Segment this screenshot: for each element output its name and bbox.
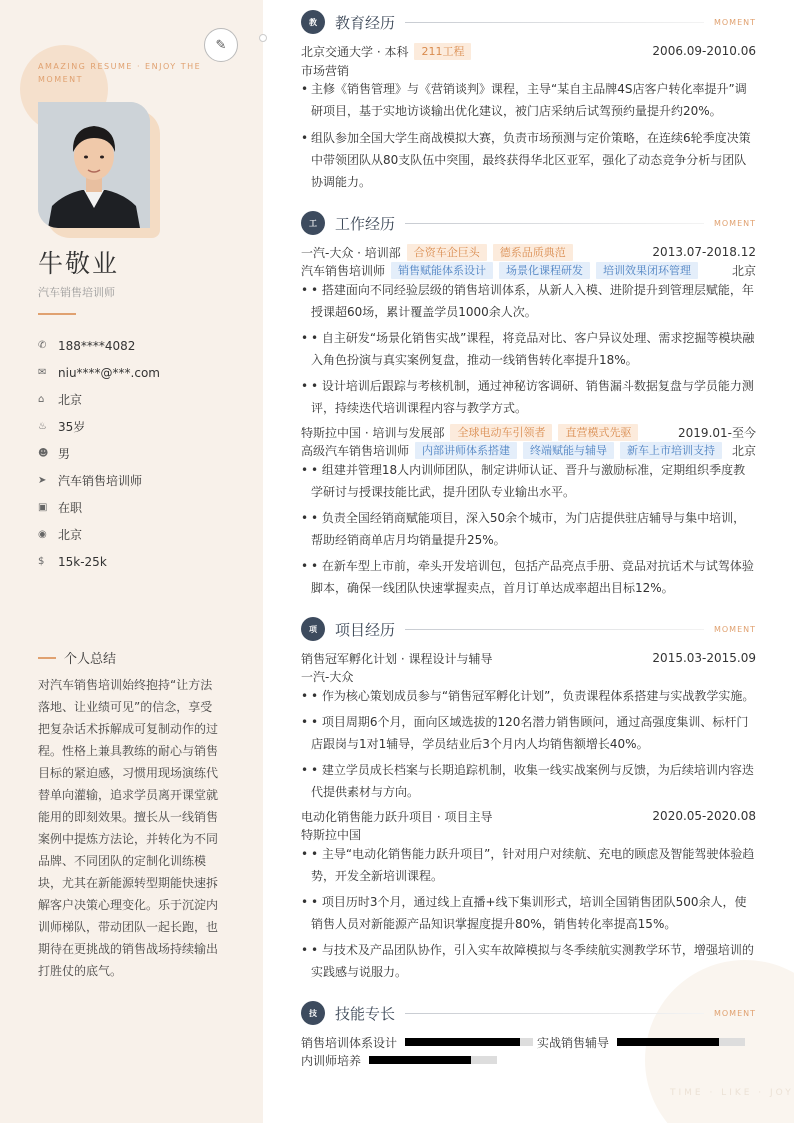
section-title: 技能专长 [335,1004,396,1023]
skill-tag: 新车上市培训支持 [620,442,722,459]
position: 汽车销售培训师 [301,263,386,278]
moment-label: MOMENT [713,624,756,634]
divider [405,223,704,224]
company-tag: 直营模式先驱 [558,424,638,441]
period: 2013.07-2018.12 [652,245,756,259]
divider [405,22,704,23]
contact-age: ♨ 35岁 [38,420,86,434]
project-header [301,649,756,667]
person-role: 汽车销售培训师 [38,286,115,299]
skill-bar [369,1056,497,1064]
project-org: 特斯拉中国 [301,827,362,842]
list-item: • • 搭建面向不同经验层级的销售培训体系，从新人入模、进阶提升到管理层赋能，年授课超60场，累计覆盖学员1000余人次。 [301,279,756,323]
list-item: • • 负责全国经销商赋能项目，深入50余个城市，为门店提供驻店辅导与集中培训，帮助经销商单店月均销量提升25%。 [301,507,756,551]
skill-item: 实战销售辅导 [537,1033,745,1051]
project-org: 一汽-大众 [301,669,354,684]
job-header [301,243,756,261]
section-header-work [301,211,756,235]
contact-city: ⌂ 北京 [38,393,83,407]
moment-label: MOMENT [713,1008,756,1018]
skill-bar [405,1038,533,1046]
position: 高级汽车销售培训师 [301,443,410,458]
phone-icon: ✆ [38,340,47,351]
cake-icon: ♨ [38,421,47,432]
skill-tag: 培训效果闭环管理 [596,262,698,279]
period: 2006.09-2010.06 [652,44,756,58]
list-item: • • 在新车型上市前，牵头开发培训包，包括产品亮点手册、竞品对抗话术与试驾体验脚本，确保一线团队快速掌握卖点，首月订单达成率超出目标12%。 [301,555,756,599]
tagline: AMAZING RESUME · ENJOY THE MOMENT [38,62,202,84]
section-title: 项目经历 [335,620,396,639]
skill-tag: 内部讲师体系搭建 [415,442,517,459]
watermark: TIME · LIKE · JOY [670,1088,794,1098]
home-icon: ⌂ [38,394,45,405]
divider [38,313,76,315]
project-icon: 项 [301,617,325,641]
divider [405,629,704,630]
skill-tag: 场景化课程研发 [499,262,590,279]
list-item: • • 主导“电动化销售能力跃升项目”，针对用户对续航、充电的顾虑及智能驾驶体验趋势，开发全新培训课程。 [301,843,756,887]
avatar [38,102,150,228]
period: 2015.03-2015.09 [652,651,756,665]
contact-target-city: ◉ 北京 [38,528,83,542]
section-header-education [301,10,756,34]
work-icon: 工 [301,211,325,235]
list-item: • • 与技术及产品团队协作，引入实车故障模拟与冬季续航实测教学环节，增强培训的实践感与说服力。 [301,939,756,983]
education-icon: 教 [301,10,325,34]
pen-icon: ✎ [204,28,238,62]
period: 2020.05-2020.08 [652,809,756,823]
city: 北京 [731,263,756,278]
salary-icon: $ [38,556,45,567]
contact-target-job: ➤ 汽车销售培训师 [38,474,143,488]
contact-status: ▣ 在职 [38,501,83,515]
skill-bar-fill [369,1056,471,1064]
education-row [301,42,756,60]
company: 一汽-大众 · 培训部 [301,245,401,260]
contact-salary: $ 15k-25k [38,554,107,569]
company: 特斯拉中国 · 培训与发展部 [301,425,445,440]
skill-bar-fill [405,1038,520,1046]
person-name: 牛敬业 [38,249,120,278]
decor-dot [259,34,267,42]
contact-gender: ☻ 男 [38,447,71,461]
skill-item: 内训师培养 [301,1051,497,1069]
list-item: • 主修《销售管理》与《营销谈判》课程，主导“某自主品牌4S店客户转化率提升”调研项目，基于实地访谈输出优化建议，被门店采纳后试驾预约量提升约20%。 [301,78,756,122]
list-item: • 组队参加全国大学生商战模拟大赛，负责市场预测与定价策略，在连续6轮季度决策中带领团队从80支队伍中突围，最终获得华北区亚军，强化了动态竞争分析与团队协调能力。 [301,127,756,193]
list-item: • • 组建并管理18人内训师团队，制定讲师认证、晋升与激励标准，定期组织季度教学研讨与授课技能比武，提升团队专业输出水平。 [301,459,756,503]
contact-list [38,332,160,575]
contact-phone: ✆ 188****4082 [38,338,136,353]
gender-icon: ☻ [38,448,49,459]
school-tag: 211工程 [414,43,471,60]
job-position [301,441,756,459]
major: 市场营销 [301,63,350,78]
section-title: 教育经历 [335,13,396,32]
section-header-skills [301,1001,756,1025]
skill-tag: 销售赋能体系设计 [391,262,493,279]
skill-bar [617,1038,745,1046]
skill-bar-fill [617,1038,719,1046]
mail-icon: ✉ [38,367,47,378]
send-icon: ➤ [38,475,47,486]
city: 北京 [731,443,756,458]
company-tag: 全球电动车引领者 [450,424,552,441]
list-item: • • 建立学员成长档案与长期追踪机制，收集一线实战案例与反馈，为后续培训内容迭代提供素材与方向。 [301,759,756,803]
job-header [301,423,756,441]
school-name: 北京交通大学 · 本科 [301,44,409,59]
section-title: 工作经历 [335,214,396,233]
company-tag: 合资车企巨头 [407,244,487,261]
moment-label: MOMENT [713,218,756,228]
list-item: • • 项目周期6个月，面向区域选拔的120名潜力销售顾问，通过高强度集训、标杆门店跟岗与1对1辅导，学员结业后3个月内人均销售额增长40%。 [301,711,756,755]
list-item: • • 设计培训后跟踪与考核机制，通过神秘访客调研、销售漏斗数据复盘与学员能力测评，持续迭代培训课程内容与教学方式。 [301,375,756,419]
job-position [301,261,756,279]
list-item: • • 作为核心策划成员参与“销售冠军孵化计划”，负责课程体系搭建与实战教学实施。 [301,685,756,707]
period: 2019.01-至今 [678,425,756,440]
section-header-projects [301,617,756,641]
divider [405,1013,704,1014]
list-item: • • 自主研发“场景化销售实战”课程，将竞品对比、客户异议处理、需求挖掘等模块融入角色扮演与真实案例复盘，推动一线销售转化率提升18%。 [301,327,756,371]
heading-bar [38,657,56,659]
skill-tag: 终端赋能与辅导 [523,442,614,459]
project-name: 销售冠军孵化计划 · 课程设计与辅导 [301,651,493,666]
portrait-image [38,102,150,228]
location-icon: ◉ [38,529,47,540]
summary-text: 对汽车销售培训始终抱持“让方法落地、让业绩可见”的信念，享受把复杂话术拆解成可复制动作的过程。性格上兼具教练的耐心与销售目标的紧迫感，习惯用现场演练代替单向灌输，追求学员离开课堂就能用的即刻效果。擅长从一线销售案例中提炼方法论，并转化为不同品牌、不同团队的定制化训练模块，尤其在新能源转型期能快速拆解客户决策心理变化。乐于沉淀内训师梯队，带动团队一起长跑，也期待在更挑战的销售战场持续输出打胜仗的底气。 [38,678,219,978]
skill-icon: 技 [301,1001,325,1025]
moment-label: MOMENT [713,17,756,27]
contact-email: ✉ niu****@***.com [38,365,160,380]
list-item: • • 项目历时3个月，通过线上直播+线下集训形式，培训全国销售团队500余人，使销售人员对新能源产品知识掌握度提升80%，销售转化率提高15%。 [301,891,756,935]
project-header [301,807,756,825]
sidebar [0,0,263,1123]
summary-heading: 个人总结 [38,648,116,667]
company-tag: 德系品质典范 [493,244,573,261]
skill-item: 销售培训体系设计 [301,1033,533,1051]
project-name: 电动化销售能力跃升项目 · 项目主导 [301,809,493,824]
briefcase-icon: ▣ [38,502,48,513]
